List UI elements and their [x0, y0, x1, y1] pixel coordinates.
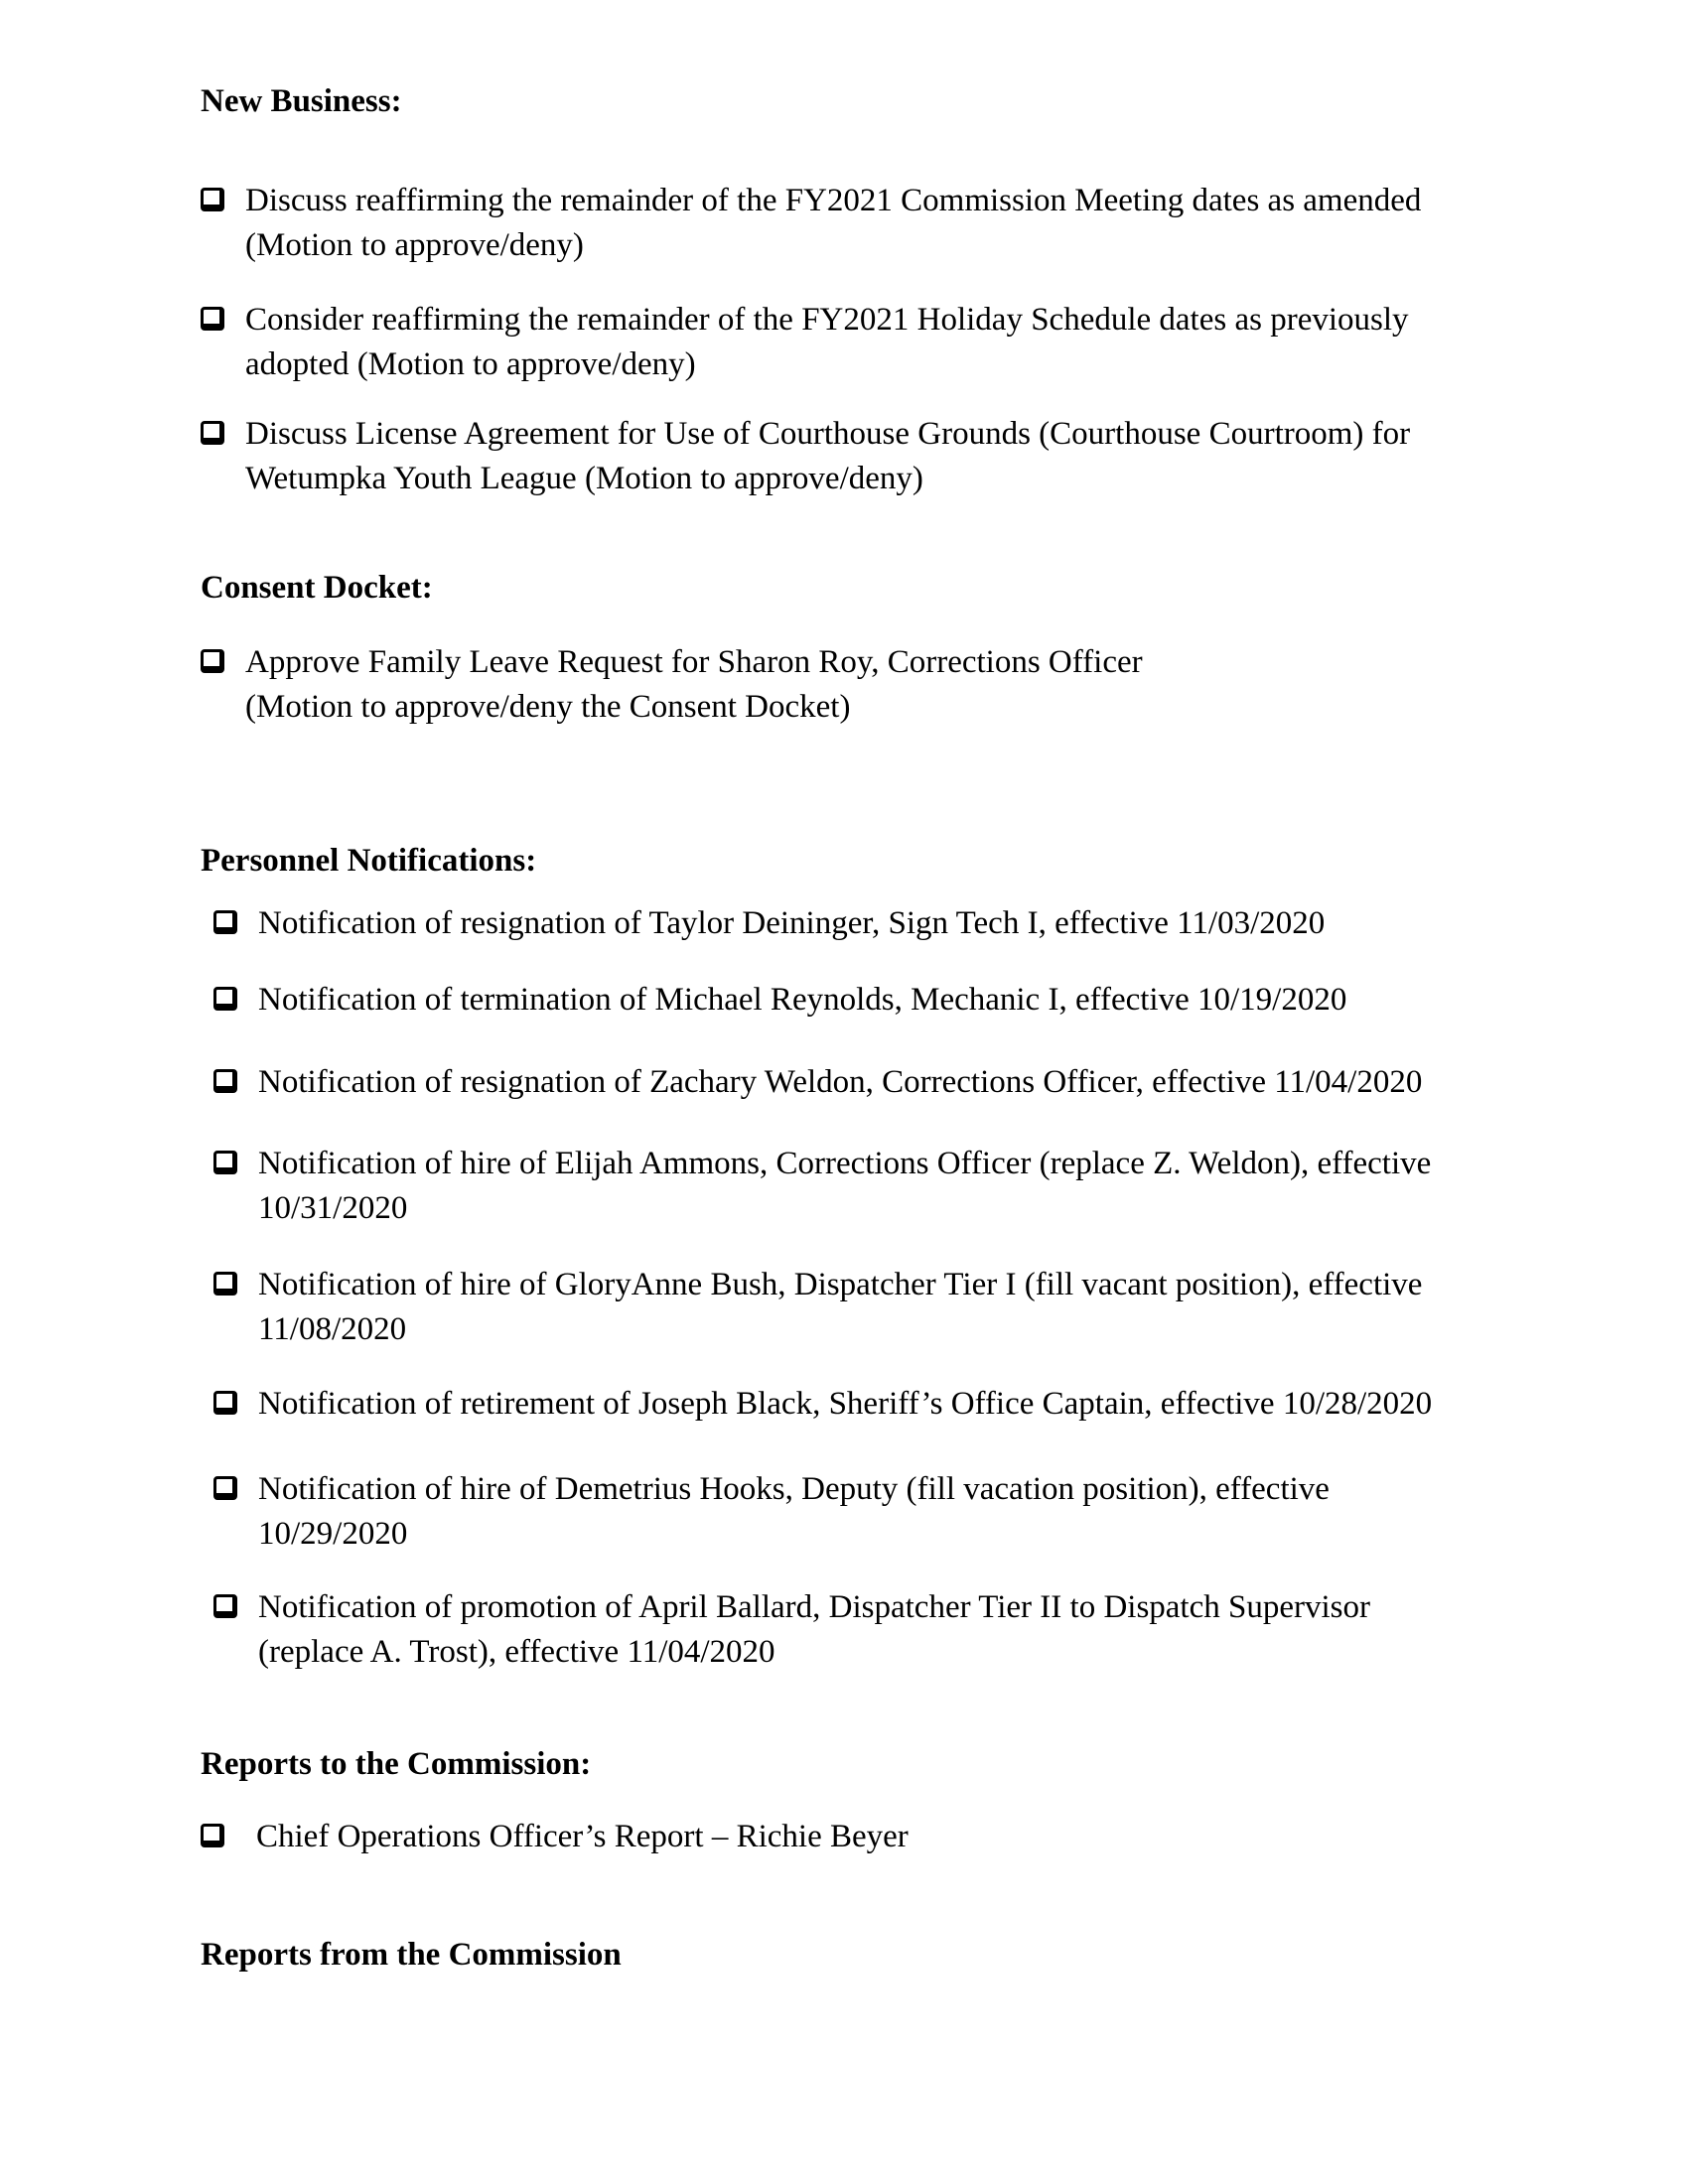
agenda-item-nb-1	[201, 179, 1628, 268]
ballot-box-icon	[213, 1272, 237, 1296]
ballot-box-icon	[213, 1391, 237, 1415]
agenda-item-pn-5	[213, 1263, 1628, 1352]
agenda-item-rt-1	[201, 1815, 1628, 1859]
ballot-box-icon	[201, 188, 224, 211]
agenda-item-text: Discuss reaffirming the remainder of the FY2021 Commission Meeting dates as amended	[245, 183, 1422, 218]
agenda-item-cd-1	[201, 640, 1628, 730]
section-heading-reports-from-commission: Reports from the Commission	[201, 1937, 622, 1973]
agenda-item-text: 10/31/2020	[258, 1190, 408, 1226]
agenda-item-text: Notification of resignation of Taylor Deininger, Sign Tech I, effective 11/03/2020	[258, 905, 1326, 941]
section-heading-personnel-notifications: Personnel Notifications:	[201, 843, 537, 879]
agenda-item-pn-2	[213, 978, 1628, 1023]
section-heading-consent-docket: Consent Docket:	[201, 570, 433, 606]
agenda-item-nb-3	[201, 412, 1628, 501]
agenda-item-nb-2	[201, 298, 1628, 387]
agenda-item-pn-3	[213, 1060, 1628, 1105]
agenda-item-pn-7	[213, 1467, 1628, 1557]
ballot-box-icon	[213, 1594, 237, 1618]
ballot-box-icon	[213, 987, 237, 1011]
agenda-item-text: adopted (Motion to approve/deny)	[245, 346, 696, 382]
agenda-item-text: Chief Operations Officer’s Report – Richie Beyer	[256, 1819, 909, 1854]
agenda-item-text: Notification of promotion of April Ballard, Dispatcher Tier II to Dispatch Supervisor	[258, 1589, 1370, 1625]
agenda-item-text: Notification of resignation of Zachary Weldon, Corrections Officer, effective 11/04/2020	[258, 1064, 1423, 1100]
section-heading-new-business: New Business:	[201, 83, 402, 119]
ballot-box-icon	[213, 1476, 237, 1500]
agenda-item-pn-8	[213, 1585, 1628, 1675]
agenda-item-pn-1	[213, 901, 1628, 946]
agenda-item-pn-4	[213, 1142, 1628, 1231]
agenda-item-pn-6	[213, 1382, 1628, 1427]
agenda-item-text: (Motion to approve/deny)	[245, 227, 584, 263]
agenda-item-text: (replace A. Trost), effective 11/04/2020	[258, 1634, 775, 1670]
agenda-item-text: Discuss License Agreement for Use of Courthouse Grounds (Courthouse Courtroom) for	[245, 416, 1411, 452]
ballot-box-icon	[213, 1151, 237, 1174]
agenda-item-text: Notification of termination of Michael Reynolds, Mechanic I, effective 10/19/2020	[258, 982, 1347, 1018]
ballot-box-icon	[201, 307, 224, 331]
ballot-box-icon	[201, 649, 224, 673]
agenda-item-text: Notification of hire of Elijah Ammons, Corrections Officer (replace Z. Weldon), effective	[258, 1146, 1432, 1181]
agenda-item-text: Consider reaffirming the remainder of the FY2021 Holiday Schedule dates as previously	[245, 302, 1409, 338]
agenda-item-text: Notification of retirement of Joseph Black, Sheriff’s Office Captain, effective 10/28/2020	[258, 1386, 1433, 1422]
agenda-item-text: Notification of hire of GloryAnne Bush, Dispatcher Tier I (fill vacant position), effective	[258, 1267, 1423, 1302]
ballot-box-icon	[213, 1069, 237, 1093]
ballot-box-icon	[201, 421, 224, 445]
agenda-item-text: Notification of hire of Demetrius Hooks, Deputy (fill vacation position), effective	[258, 1471, 1330, 1507]
agenda-item-text: 10/29/2020	[258, 1516, 408, 1552]
agenda-item-text: (Motion to approve/deny the Consent Docket)	[245, 689, 851, 725]
agenda-item-text: Approve Family Leave Request for Sharon Roy, Corrections Officer	[245, 644, 1143, 680]
ballot-box-icon	[213, 910, 237, 934]
ballot-box-icon	[201, 1824, 224, 1847]
agenda-item-text: Wetumpka Youth League (Motion to approve/deny)	[245, 461, 923, 496]
section-heading-reports-to-commission: Reports to the Commission:	[201, 1746, 592, 1782]
agenda-item-text: 11/08/2020	[258, 1311, 407, 1347]
